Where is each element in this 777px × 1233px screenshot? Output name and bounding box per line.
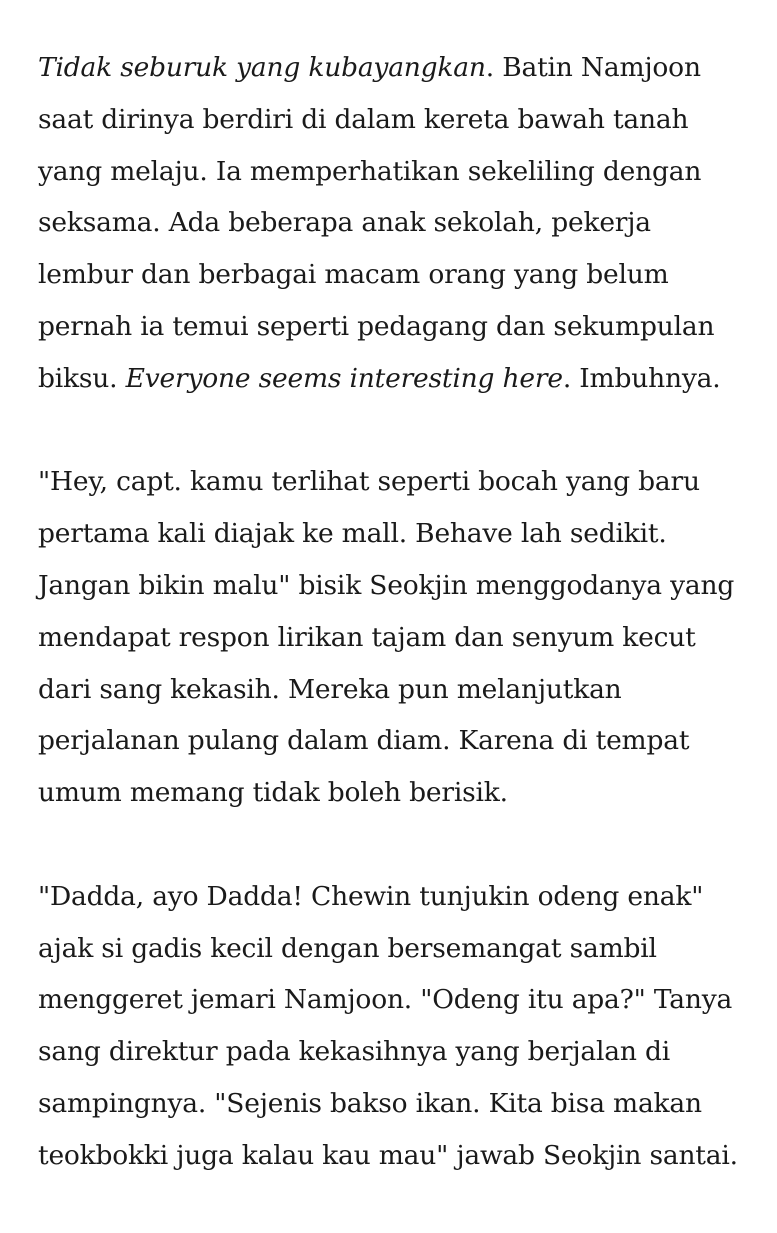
text-line xyxy=(38,1078,758,1130)
text-line xyxy=(38,249,758,301)
text-segment: saat dirinya berdiri di dalam kereta bawah tanah xyxy=(38,103,689,135)
text-line xyxy=(38,197,758,249)
text-segment: menggeret jemari Namjoon. "Odeng itu apa?" Tanya xyxy=(38,984,733,1016)
text-segment: "Hey, capt. kamu terlihat seperti bocah yang baru xyxy=(38,466,700,498)
text-line xyxy=(38,456,758,508)
text-segment: Jangan bikin malu" bisik Seokjin menggodanya yang xyxy=(38,569,735,601)
text-line xyxy=(38,1026,758,1078)
text-line xyxy=(38,612,758,664)
text-segment: lembur dan berbagai macam orang yang belum xyxy=(38,259,669,291)
text-segment: biksu. xyxy=(38,362,126,394)
text-line xyxy=(38,871,758,923)
text-segment: . Imbuhnya. xyxy=(562,362,721,394)
text-segment: sampingnya. "Sejenis bakso ikan. Kita bisa makan xyxy=(38,1087,702,1119)
document-body xyxy=(38,42,758,1233)
text-line xyxy=(38,664,758,716)
text-segment: sang direktur pada kekasihnya yang berjalan di xyxy=(38,1036,671,1068)
italic-text: Tidak seburuk yang kubayangkan xyxy=(38,52,486,83)
text-line xyxy=(38,146,758,198)
text-segment: . Batin Namjoon xyxy=(485,52,701,83)
text-segment: mendapat respon lirikan tajam dan senyum kecut xyxy=(38,621,696,653)
text-line xyxy=(38,560,758,612)
paragraph xyxy=(38,871,758,1182)
text-segment: "Dadda, ayo Dadda! Chewin tunjukin odeng enak" xyxy=(38,880,704,912)
text-segment: pertama kali diajak ke mall. Behave lah sedikit. xyxy=(38,518,667,550)
text-segment: pernah ia temui seperti pedagang dan sekumpulan xyxy=(38,310,715,342)
text-line xyxy=(38,353,758,405)
text-line xyxy=(38,923,758,975)
text-segment: umum memang tidak boleh berisik. xyxy=(38,777,508,809)
text-segment: yang melaju. Ia memperhatikan sekeliling dengan xyxy=(38,155,702,187)
text-line xyxy=(38,715,758,767)
text-segment: teokbokki juga kalau kau mau" jawab Seokjin santai. xyxy=(38,1139,738,1171)
text-line xyxy=(38,42,758,94)
text-segment: dari sang kekasih. Mereka pun melanjutkan xyxy=(38,673,622,705)
text-line xyxy=(38,974,758,1026)
text-line xyxy=(38,767,758,819)
text-segment: perjalanan pulang dalam diam. Karena di tempat xyxy=(38,725,690,757)
text-line xyxy=(38,1130,758,1182)
text-line xyxy=(38,301,758,353)
text-segment: seksama. Ada beberapa anak sekolah, pekerja xyxy=(38,207,651,239)
italic-text: Everyone seems interesting here xyxy=(125,362,563,394)
paragraph xyxy=(38,42,758,405)
paragraph xyxy=(38,456,758,819)
text-segment: ajak si gadis kecil dengan bersemangat sambil xyxy=(38,932,657,964)
text-line xyxy=(38,94,758,146)
text-line xyxy=(38,508,758,560)
